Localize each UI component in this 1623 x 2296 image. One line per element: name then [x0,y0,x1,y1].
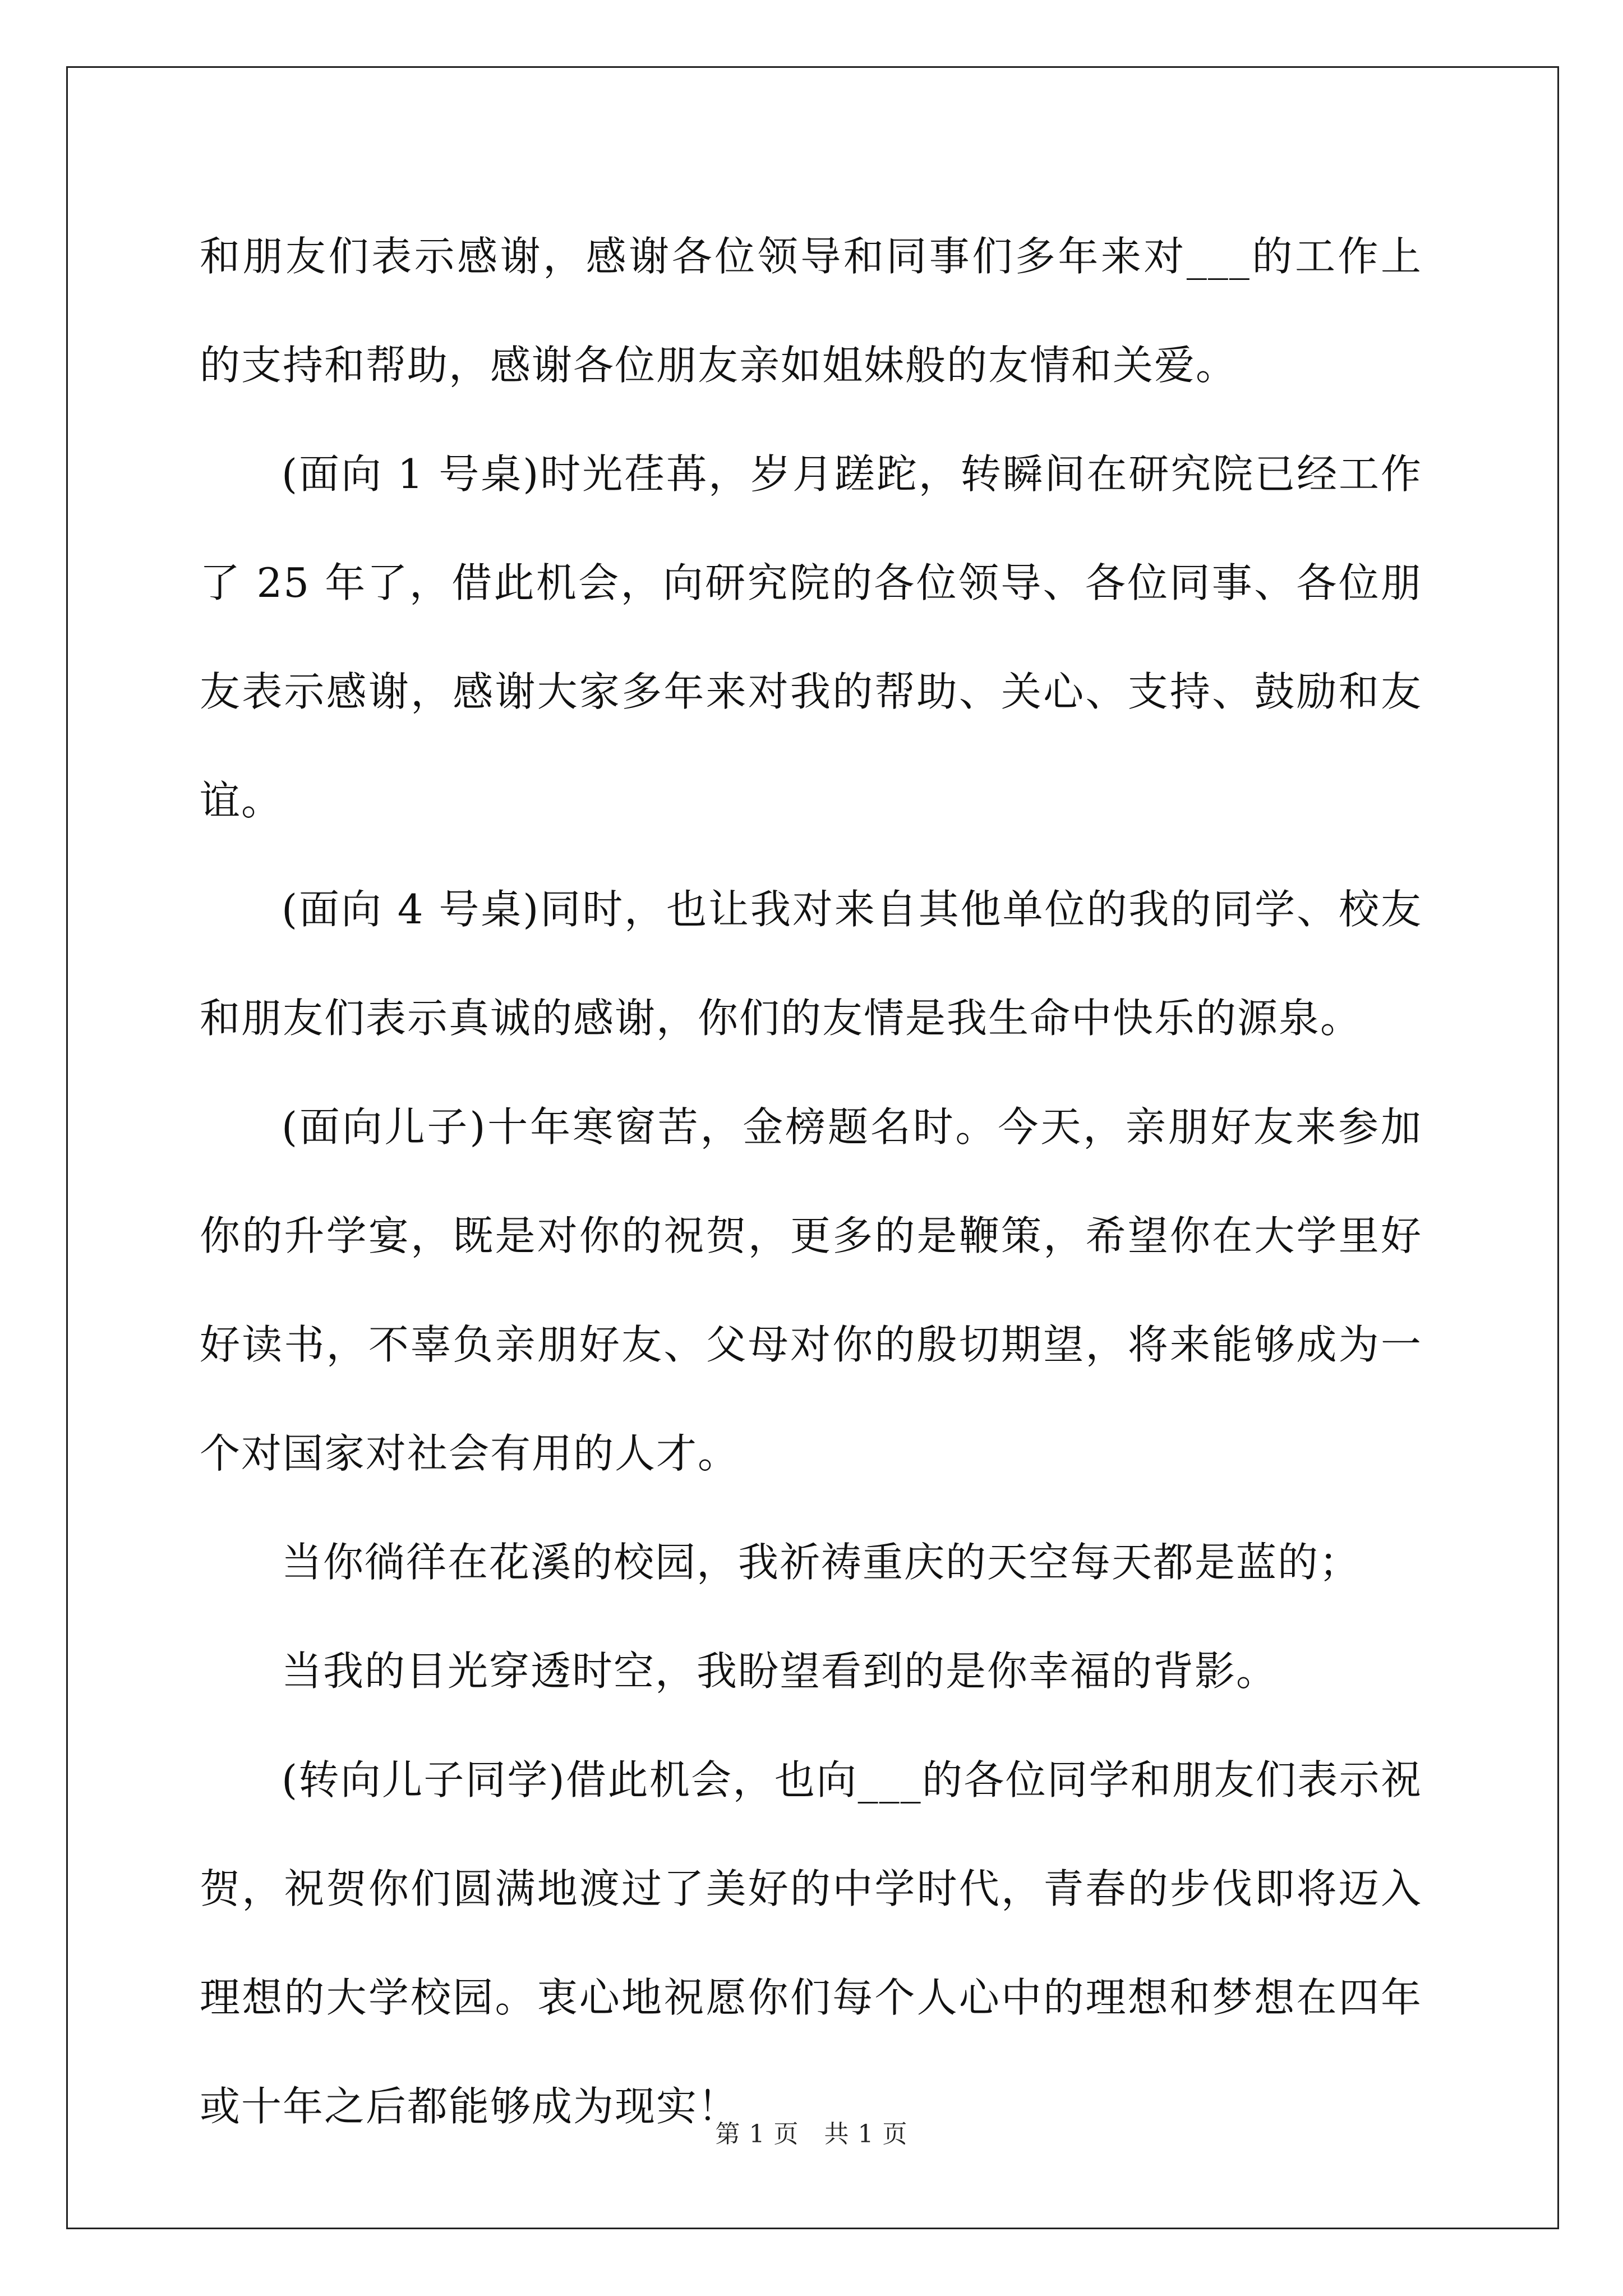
paragraph-3: (面向 4 号桌)同时，也让我对来自其他单位的我的同学、校友和朋友们表示真诚的感谢，你们的友情是我生命中快乐的源泉。 [200,886,1422,1042]
document-body [200,202,1422,2161]
paragraph-2: (面向 1 号桌)时光荏苒，岁月蹉跎，转瞬间在研究院已经工作了 25 年了，借此机会，向研究院的各位领导、各位同事、各位朋友表示感谢，感谢大家多年来对我的帮助、关心、支持、鼓励和友谊。 [200,450,1422,824]
page-footer: 第 1 页 共 1 页 [715,2120,908,2148]
paragraph-1: 和朋友们表示感谢，感谢各位领导和同事们多年来对___的工作上的支持和帮助，感谢各位朋友亲如姐妹般的友情和关爱。 [200,233,1422,389]
paragraph-6: 当我的目光穿透时空，我盼望看到的是你幸福的背影。 [282,1648,1278,1695]
paragraph-4: (面向儿子)十年寒窗苦，金榜题名时。今天，亲朋好友来参加你的升学宴，既是对你的祝贺，更多的是鞭策，希望你在大学里好好读书，不辜负亲朋好友、父母对你的殷切期望，将来能够成为一个对国家对社会有用的人才。 [200,1103,1422,1477]
paragraph-5: 当你徜徉在花溪的校园，我祈祷重庆的天空每天都是蓝的； [282,1539,1361,1586]
paragraph-7: (转向儿子同学)借此机会，也向___的各位同学和朋友们表示祝贺，祝贺你们圆满地渡过了美好的中学时代，青春的步伐即将迈入理想的大学校园。衷心地祝愿你们每个人心中的理想和梦想在四年或十年之后都能够成为现实！ [200,1756,1422,2130]
